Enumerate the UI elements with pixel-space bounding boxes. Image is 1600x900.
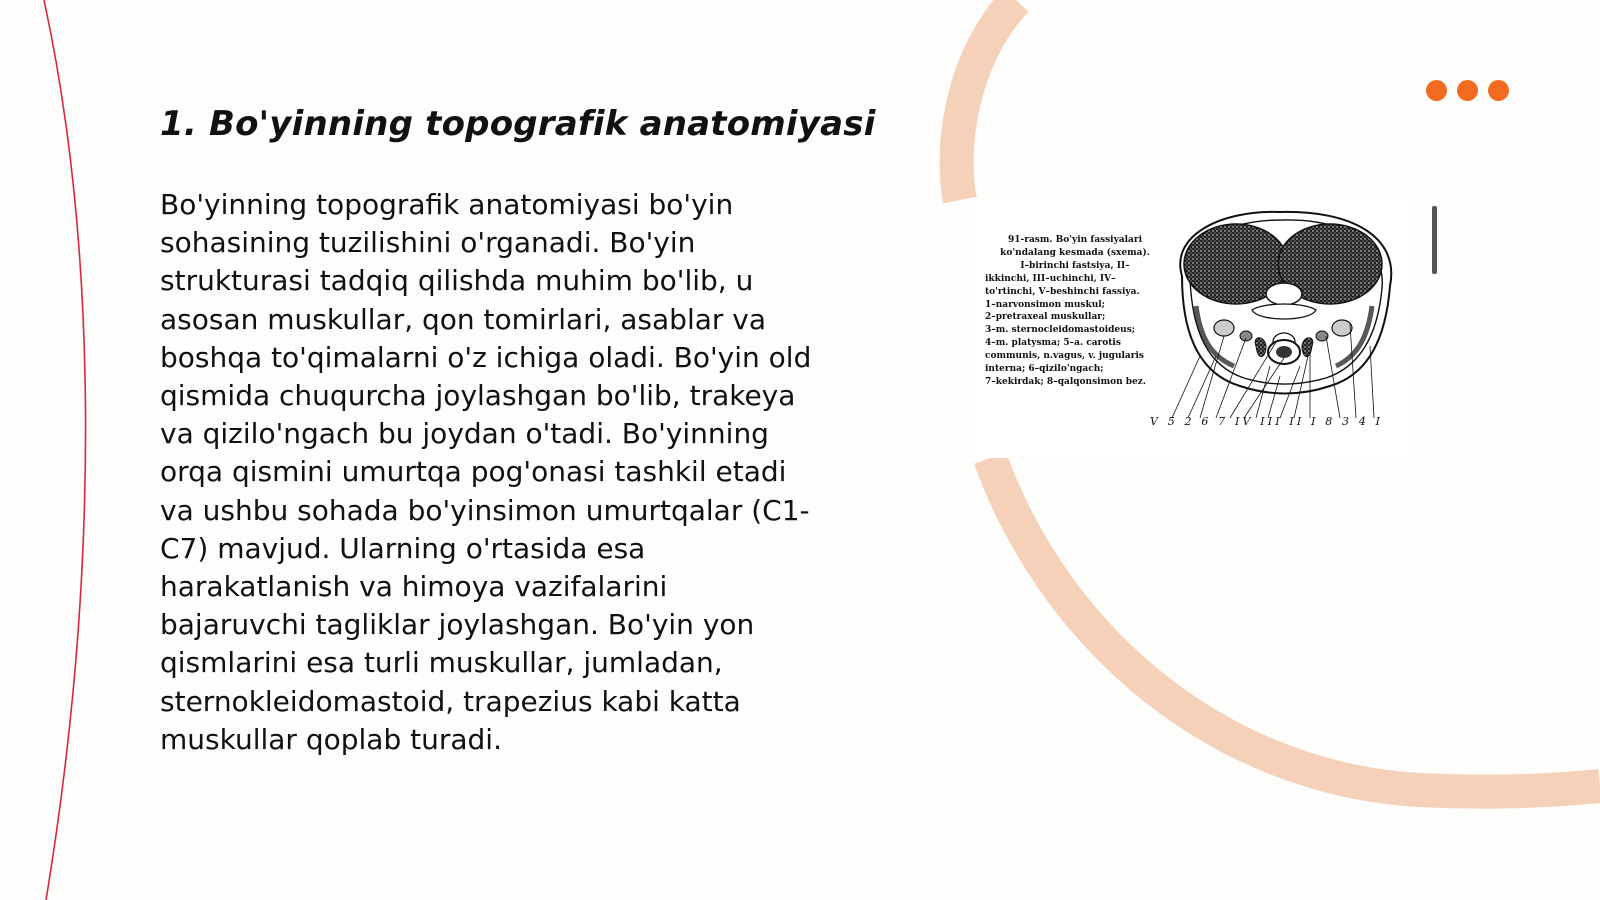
scroll-indicator[interactable] xyxy=(1432,206,1437,274)
caption-line: 3–m. sternocleidomastoideus; xyxy=(985,325,1136,336)
caption-line: 91-rasm. Bo'yin fassiyalari xyxy=(1007,235,1143,245)
trachea-lumen xyxy=(1276,346,1292,358)
dot-icon xyxy=(1426,80,1447,101)
right-thyroid-lobe xyxy=(1302,338,1313,357)
slide-title: 1. Bo'yinning topografik anatomiyasi xyxy=(160,104,876,144)
caption-line: 7–kekirdak; 8–qalqonsimon bez. xyxy=(985,376,1147,387)
vertebra-process xyxy=(1252,304,1316,319)
dot-icon xyxy=(1488,80,1509,101)
neck-cross-section-illustration xyxy=(1150,206,1410,456)
vertebra-body xyxy=(1266,283,1302,305)
caption-line: 2–pretraxeal muskullar; xyxy=(985,312,1106,323)
right-vessel xyxy=(1332,320,1352,336)
left-nerve xyxy=(1240,331,1252,341)
more-options-icon[interactable] xyxy=(1426,80,1509,101)
caption-line: to'rtinchi, V–beshinchi fassiya. xyxy=(985,286,1140,297)
left-accent-line xyxy=(44,0,86,900)
left-vessel xyxy=(1214,320,1234,336)
slide-body-text: Bo'yinning topografik anatomiyasi bo'yin sohasining tuzilishini o'rganadi. Bo'yin strukturasi tadqiq qilishda muhim bo'lib, u asosan muskullar, qon tomirlari, asablar va boshqa to'qimalarni o'z ichiga oladi. Bo'yin old qismida chuqurcha joylashgan bo'lib, trakeya va qizilo'ngach bu joydan o'tadi. Bo'yinning orqa qismini umurtqa pog'onasi tashkil etadi va ushbu sohada bo'yinsimon umurtqalar (C1-C7) mavjud. Ularning o'rtasida esa harakatlanish va himoya vazifalarini bajaruvchi tagliklar joylashgan. Bo'yin yon qismlarini esa turli muskullar, jumladan, sternokleidomastoid, trapezius kabi katta muskullar qoplab turadi. xyxy=(160,188,812,756)
caption-line: ikkinchi, III–uchinchi, IV– xyxy=(985,273,1116,284)
caption-line: 4–m. platysma; 5–a. carotis xyxy=(985,338,1121,349)
caption-line: ko'ndalang kesmada (sxema). xyxy=(1000,247,1150,258)
caption-line: interna; 6–qizilo'ngach; xyxy=(985,364,1104,375)
dot-icon xyxy=(1457,80,1478,101)
figure-number-labels: V 5 2 6 7 IV III II I 8 3 4 I xyxy=(1150,415,1380,428)
figure-caption xyxy=(985,234,1165,389)
caption-line: I–birinchi fastsiya, II– xyxy=(1020,260,1130,271)
caption-line: 1–narvonsimon muskul; xyxy=(985,299,1105,310)
caption-line: communis, n.vagus, v. jugularis xyxy=(985,351,1144,362)
left-thyroid-lobe xyxy=(1255,338,1266,357)
